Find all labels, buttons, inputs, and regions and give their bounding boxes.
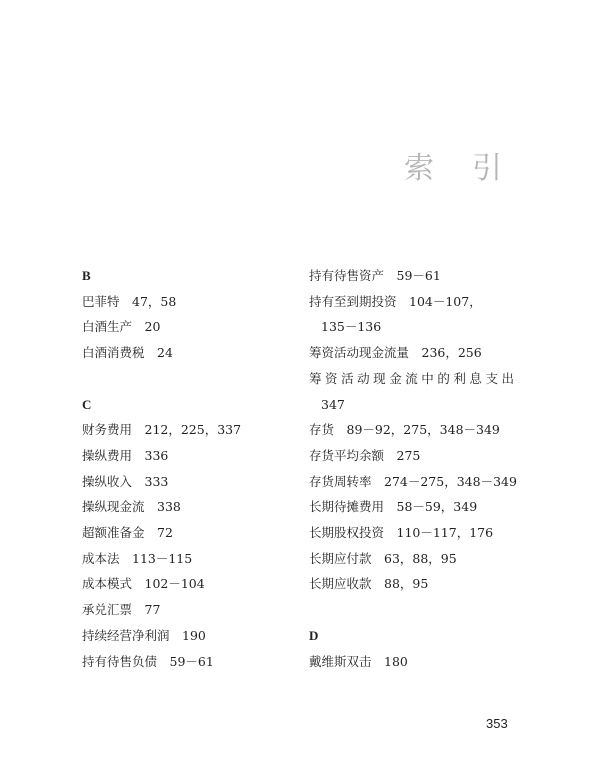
- index-entry: 筹资活动现金流量 236，256: [309, 345, 482, 361]
- index-entry: 长期股权投资 110－117，176: [309, 525, 494, 541]
- index-entry: 操纵现金流 338: [82, 499, 181, 515]
- index-entry: 巴菲特 47，58: [82, 293, 177, 309]
- page-title: 索引: [404, 151, 540, 186]
- index-entry: 操纵费用 336: [82, 447, 169, 463]
- index-entry: 成本模式 102－104: [82, 576, 205, 592]
- index-column-right: [309, 263, 517, 674]
- index-entry-continuation: 347: [321, 396, 345, 412]
- index-entry: 持有待售资产 59－61: [309, 268, 441, 283]
- index-entry: 存货 89－92，275，348－349: [309, 422, 500, 438]
- index-entry: 存货平均余额 275: [309, 447, 421, 463]
- index-letter-heading: C: [82, 396, 92, 412]
- index-entry: 承兑汇票 77: [82, 602, 161, 618]
- index-entry: 长期应收款 88，95: [309, 576, 429, 592]
- index-entry: 持有待售负债 59－61: [82, 653, 214, 669]
- index-entry: 持续经营净利润 190: [82, 627, 206, 643]
- index-entry: 长期应付款 63，88，95: [309, 550, 457, 566]
- index-entry: 财务费用 212，225，337: [82, 422, 242, 438]
- index-entry: 筹资活动现金流中的利息支出: [309, 370, 514, 386]
- section-gap: [309, 597, 514, 623]
- index-entry: 操纵收入 333: [82, 473, 169, 489]
- index-entry: 成本法 113－115: [82, 550, 193, 566]
- index-entry-continuation: 135－136: [321, 319, 382, 335]
- page-number: 353: [486, 716, 508, 731]
- index-letter-heading: D: [309, 627, 319, 643]
- index-column-left: [82, 263, 292, 674]
- index-entry: 长期待摊费用 58－59，349: [309, 499, 478, 515]
- index-entry: 白酒消费税 24: [82, 345, 173, 361]
- index-entry: 白酒生产 20: [82, 319, 161, 335]
- index-letter-heading: B: [82, 268, 91, 283]
- section-gap: [82, 366, 292, 392]
- index-entry: 存货周转率 274－275，348－349: [309, 473, 517, 489]
- index-entry: 超额准备金 72: [82, 525, 173, 541]
- index-entry: 持有至到期投资 104－107，: [309, 293, 482, 309]
- index-entry: 戴维斯双击 180: [309, 653, 408, 669]
